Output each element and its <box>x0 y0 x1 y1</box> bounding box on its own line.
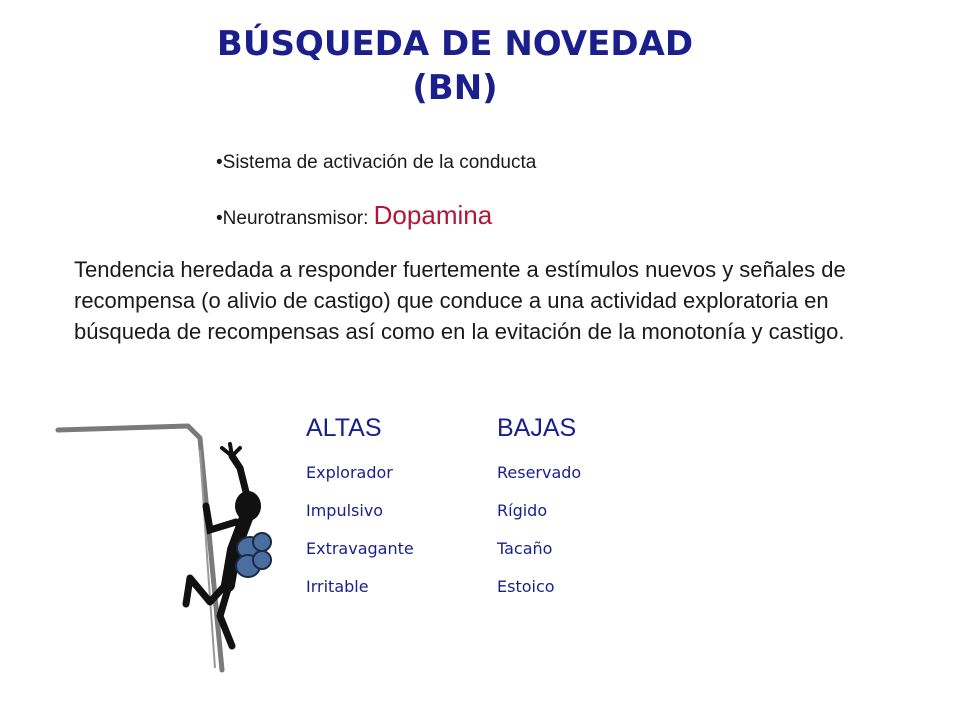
title-line-2: (BN) <box>412 68 498 108</box>
trait-item: Estoico <box>497 577 555 596</box>
slide-title <box>150 22 760 110</box>
bullet-mark: • <box>216 152 223 173</box>
trait-item: Impulsivo <box>306 501 384 520</box>
climber-icon <box>50 420 280 680</box>
column-header-bajas: BAJAS <box>497 414 577 442</box>
trait-item: Irritable <box>306 577 369 596</box>
column-altas <box>306 410 414 606</box>
trait-item: Extravagante <box>306 539 414 558</box>
trait-item: Rígido <box>497 501 548 520</box>
bullet-text: Neurotransmisor: <box>222 208 374 229</box>
column-bajas <box>497 410 581 606</box>
title-line-1: BÚSQUEDA DE NOVEDAD <box>216 24 694 64</box>
bullet-mark: • <box>216 208 223 229</box>
trait-item: Tacaño <box>497 539 553 558</box>
bullet-neurotransmitter <box>216 200 492 231</box>
trait-item: Reservado <box>497 463 582 482</box>
column-header-altas: ALTAS <box>306 414 382 442</box>
description-paragraph: Tendencia heredada a responder fuertemente a estímulos nuevos y señales de recompensa (o alivio de castigo) que conduce a una actividad exploratoria en búsqueda de recompensas así como en la evitación de la monotonía y castigo. <box>74 257 846 344</box>
trait-item: Explorador <box>306 463 393 482</box>
backpack-icon <box>236 533 271 577</box>
neurotransmitter-name: Dopamina <box>373 200 493 230</box>
bullet-text: Sistema de activación de la conducta <box>222 152 537 173</box>
bullet-activation-system <box>216 152 536 174</box>
